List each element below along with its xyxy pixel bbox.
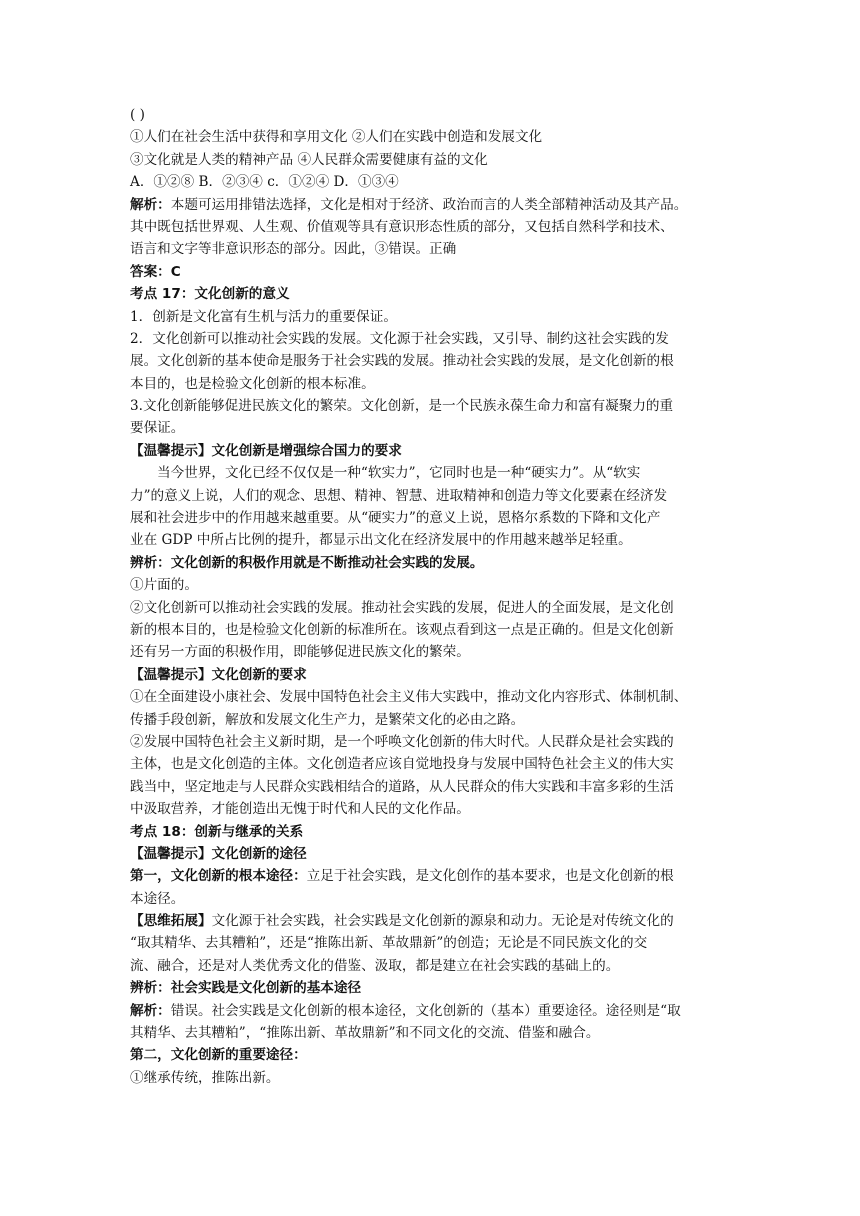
text-line (130, 888, 735, 910)
text-line (130, 843, 735, 865)
line-text: ③文化就是人类的精神产品 ④人民群众需要健康有益的文化 (130, 151, 488, 168)
text-line (130, 216, 735, 238)
line-text: 力”的意义上说，人们的观念、思想、精神、智慧、进取精神和创造力等文化要素在经济发 (130, 487, 668, 504)
line-text: 辨析：文化创新的积极作用就是不断推动社会实践的发展。 (130, 554, 484, 571)
line-lead: 解析： (130, 196, 171, 213)
line-text: 流、融合，还是对人类优秀文化的借鉴、汲取，都是建立在社会实践的基础上的。 (130, 957, 620, 974)
text-line (130, 283, 735, 305)
line-text: 【温馨提示】文化创新的要求 (130, 666, 307, 683)
text-line (130, 261, 735, 283)
line-text: A．①②⑧ B．②③④ c．①②④ D．①③④ (130, 174, 399, 191)
text-line (130, 932, 735, 954)
line-text: 本途径。 (130, 890, 185, 907)
line-text: 【温馨提示】文化创新是增强综合国力的要求 (130, 442, 402, 459)
text-line (130, 1000, 735, 1022)
line-text: 3.文化创新能够促进民族文化的繁荣。文化创新，是一个民族永葆生命力和富有凝聚力的重 (130, 398, 674, 415)
text-line (130, 507, 735, 529)
line-text: 本目的，也是检验文化创新的根本标准。 (130, 375, 375, 392)
line-text: 第二，文化创新的重要途径： (130, 1047, 307, 1064)
text-line (130, 350, 735, 372)
text-line (130, 798, 735, 820)
line-lead: 解析： (130, 1002, 171, 1019)
text-line (130, 910, 735, 932)
line-text: ①人们在社会生活中获得和享用文化 ②人们在实践中创造和发展文化 (130, 129, 543, 146)
text-line (130, 597, 735, 619)
line-text: 业在 GDP 中所占比例的提升，都显示出文化在经济发展中的作用越来越举足轻重。 (130, 532, 632, 549)
text-line (130, 686, 735, 708)
line-text: 新的根本目的，也是检验文化创新的标准所在。该观点看到这一点是正确的。但是文化创新 (130, 621, 674, 638)
line-text: ②文化创新可以推动社会实践的发展。推动社会实践的发展，促进人的全面发展，是文化创 (130, 599, 674, 616)
line-lead: 【思维拓展】 (130, 913, 212, 930)
line-text: 2．文化创新可以推动社会实践的发展。文化源于社会实践，又引导、制约这社会实践的发 (130, 330, 669, 347)
text-line (130, 641, 735, 663)
line-text: ②发展中国特色社会主义新时期，是一个呼唤文化创新的伟大时代。人民群众是社会实践的 (130, 733, 674, 750)
text-line (130, 194, 735, 216)
text-line (130, 440, 735, 462)
line-text: 展。文化创新的基本使命是服务于社会实践的发展。推动社会实践的发展，是文化创新的根 (130, 353, 674, 370)
text-line (130, 731, 735, 753)
line-text: ( ) (130, 107, 145, 123)
line-text: 当今世界，文化已经不仅仅是一种“软实力”，它同时也是一种“硬实力”。从“软实 (157, 465, 641, 482)
text-line (130, 1022, 735, 1044)
text-line (130, 529, 735, 551)
line-text: 【温馨提示】文化创新的途径 (130, 845, 307, 862)
line-text: ①片面的。 (130, 577, 198, 594)
line-lead: 第一，文化创新的根本途径： (130, 868, 307, 885)
line-text: 立足于社会实践，是文化创作的基本要求，也是文化创新的根 (306, 868, 674, 885)
text-line (130, 1044, 735, 1066)
line-text: 还有另一方面的积极作用，即能够促进民族文化的繁荣。 (130, 644, 470, 661)
line-text: “取其精华、去其糟粕”，还是“推陈出新、革故鼎新”的创造；无论是不同民族文化的交 (130, 935, 648, 952)
text-line (130, 865, 735, 887)
text-line (130, 485, 735, 507)
line-text: 本题可运用排错法选择，文化是相对于经济、政治而言的人类全部精神活动及其产品。 (170, 196, 688, 213)
line-text: 其精华、去其糟粕”，“推陈出新、革故鼎新”和不同文化的交流、借鉴和融合。 (130, 1025, 600, 1042)
line-text: 考点 18：创新与继承的关系 (130, 823, 304, 840)
text-line (130, 238, 735, 260)
text-line (130, 306, 735, 328)
text-line (130, 977, 735, 999)
line-text: 考点 17：文化创新的意义 (130, 286, 290, 303)
text-line (130, 126, 735, 148)
text-line (130, 552, 735, 574)
text-line (130, 462, 735, 484)
line-text: 其中既包括世界观、人生观、价值观等具有意识形态性质的部分，又包括自然科学和技术、 (130, 218, 674, 235)
document-page (130, 104, 735, 1089)
line-text: 主体，也是文化创造的主体。文化创造者应该自觉地投身与发展中国特色社会主义的伟大实 (130, 756, 674, 773)
line-text: 文化源于社会实践，社会实践是文化创新的源泉和动力。无论是对传统文化的 (211, 913, 674, 930)
text-line (130, 328, 735, 350)
line-text: 中汲取营养，才能创造出无愧于时代和人民的文化作品。 (130, 801, 470, 818)
text-line (130, 709, 735, 731)
line-text: 展和社会进步中的作用越来越重要。从“硬实力”的意义上说，恩格尔系数的下降和文化产 (130, 510, 661, 527)
line-text: 辨析：社会实践是文化创新的基本途径 (130, 980, 362, 997)
line-text: ①在全面建设小康社会、发展中国特色社会主义伟大实践中，推动文化内容形式、体制机制、 (130, 689, 688, 706)
text-line (130, 171, 735, 193)
text-line (130, 619, 735, 641)
text-line (130, 821, 735, 843)
line-text: ①继承传统，推陈出新。 (130, 1069, 280, 1086)
text-line (130, 373, 735, 395)
line-text: 践当中，坚定地走与人民群众实践相结合的道路，从人民群众的伟大实践和丰富多彩的生活 (130, 778, 674, 795)
line-text: 1．创新是文化富有生机与活力的重要保证。 (130, 308, 397, 325)
text-line (130, 753, 735, 775)
text-line (130, 664, 735, 686)
text-line (130, 955, 735, 977)
text-line (130, 574, 735, 596)
text-line (130, 395, 735, 417)
line-text: 语言和文字等非意识形态的部分。因此，③错误。正确 (130, 241, 457, 258)
line-text: 传播手段创新，解放和发展文化生产力，是繁荣文化的必由之路。 (130, 711, 525, 728)
line-text: 错误。社会实践是文化创新的根本途径，文化创新的（基本）重要途径。途径则是“取 (170, 1002, 681, 1019)
text-line (130, 1067, 735, 1089)
line-text: 答案：C (130, 263, 181, 280)
text-line (130, 417, 735, 439)
text-line (130, 149, 735, 171)
text-line (130, 776, 735, 798)
text-line (130, 104, 735, 126)
line-text: 要保证。 (130, 420, 185, 437)
